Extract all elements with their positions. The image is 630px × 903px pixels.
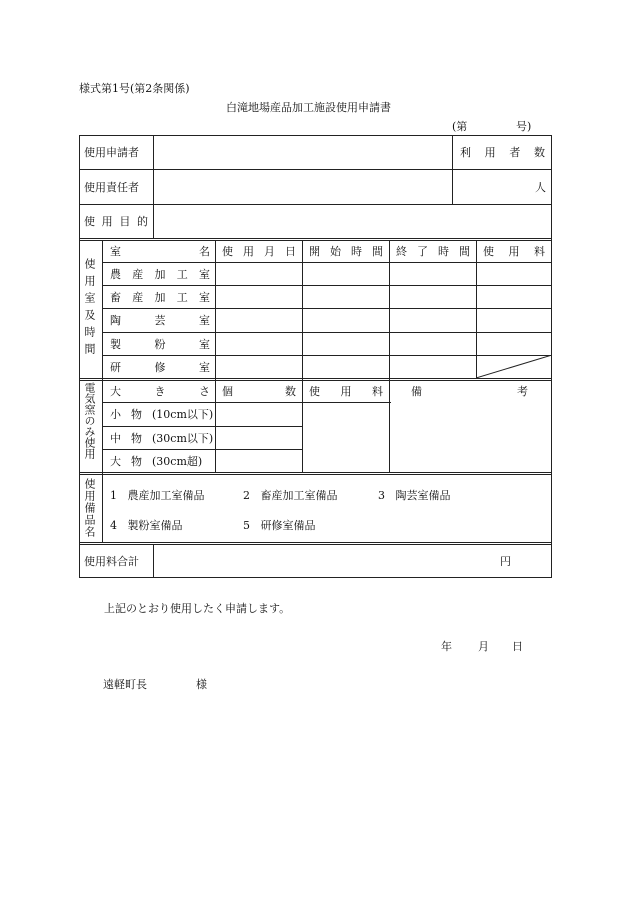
manager-label: 使用責任者 [84, 180, 139, 194]
date-header: 使 用 月 日 [222, 245, 296, 258]
room-row-pottery: 陶 芸 室 [110, 314, 210, 327]
equipment-section-label: 使用備品名 [83, 478, 96, 538]
remarks-header-1: 備 [411, 385, 422, 398]
equipment-item-5: 5 研修室備品 [243, 519, 316, 532]
equipment-item-1: 1 農産加工室備品 [110, 489, 205, 502]
document-title: 白滝地場産品加工施設使用申請書 [226, 101, 391, 114]
users-count-label: 利 用 者 数 [460, 146, 545, 159]
total-fee-field[interactable] [155, 545, 551, 577]
rooms-section-label: 使用室及時間 [83, 258, 96, 360]
count-header: 個 数 [222, 385, 296, 398]
applicant-field[interactable] [155, 136, 451, 169]
room-row-milling: 製 粉 室 [110, 337, 210, 351]
application-number-prefix: (第 [452, 120, 468, 133]
applicant-label: 使用申請者 [84, 146, 139, 159]
kiln-fee-header: 使 用 料 [309, 385, 383, 398]
size-header: 大 き さ [110, 385, 210, 398]
form-number: 様式第1号(第2条関係) [79, 82, 190, 95]
fee-diagonal-line [476, 355, 552, 378]
fee-header: 使 用 料 [483, 245, 545, 258]
equipment-item-2: 2 畜産加工室備品 [243, 489, 338, 502]
end-time-header: 終 了 時 間 [396, 245, 470, 258]
equipment-item-3: 3 陶芸室備品 [378, 489, 451, 502]
date-day-label: 日 [512, 640, 523, 653]
room-row-agri: 農 産 加 工 室 [110, 267, 210, 281]
yen-unit: 円 [500, 555, 511, 568]
kiln-row-medium: 中物 (30cm以下) [110, 431, 214, 445]
date-year-label: 年 [441, 640, 452, 653]
room-row-training: 研 修 室 [110, 360, 210, 374]
room-row-livestock: 畜 産 加 工 室 [110, 290, 210, 304]
kiln-section-label: 電気窯のみ使用 [83, 382, 96, 459]
kiln-row-large: 大物 (30cm超) [110, 454, 203, 468]
manager-field[interactable] [155, 170, 451, 204]
request-statement: 上記のとおり使用したく申請します。 [104, 602, 291, 615]
purpose-label: 使 用 目 的 [84, 215, 148, 228]
recipient-name: 遠軽町長 [103, 678, 147, 691]
application-number-suffix: 号) [516, 120, 532, 133]
remarks-header-2: 考 [517, 385, 528, 398]
purpose-field[interactable] [155, 205, 551, 238]
date-month-label: 月 [478, 640, 489, 653]
recipient-honorific: 様 [196, 678, 207, 691]
total-fee-label: 使用料合計 [84, 555, 139, 568]
people-unit: 人 [535, 180, 546, 194]
start-time-header: 開 始 時 間 [309, 245, 383, 258]
room-name-header: 室 名 [110, 245, 210, 258]
kiln-row-small: 小物 (10cm以下) [110, 408, 214, 421]
equipment-item-4: 4 製粉室備品 [110, 519, 183, 532]
